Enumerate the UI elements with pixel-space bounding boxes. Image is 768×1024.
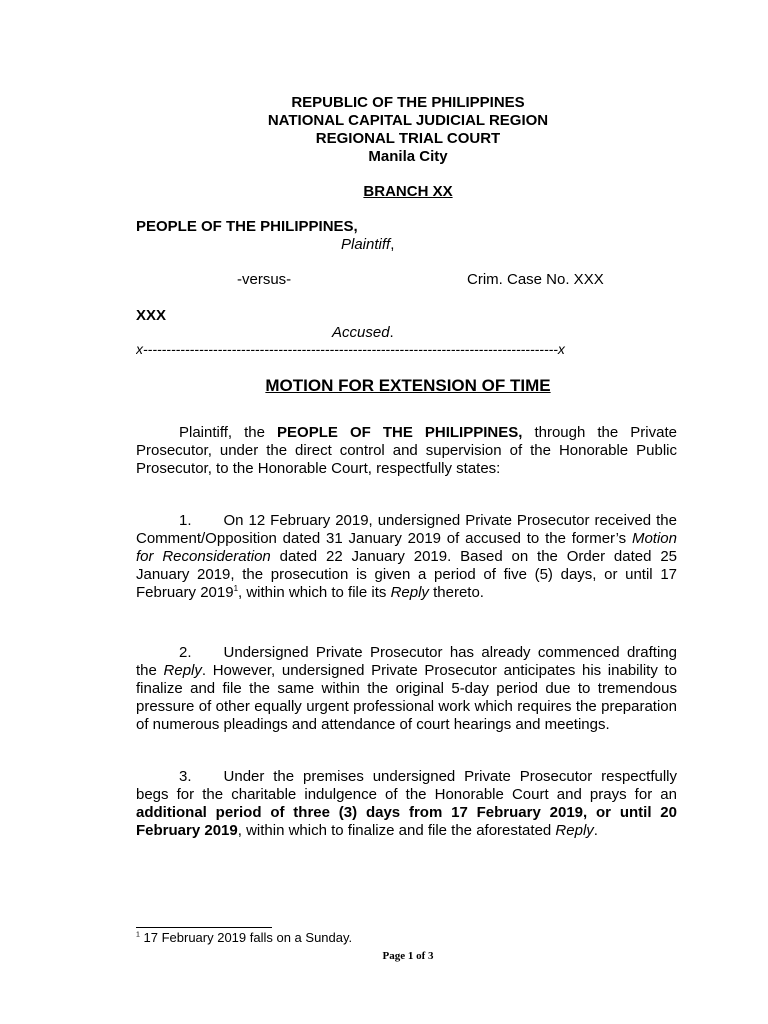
- header-city: Manila City: [368, 148, 448, 165]
- paragraph-1-number: 1.: [179, 512, 192, 529]
- versus-label: -versus-: [237, 271, 292, 288]
- caption-divider: x-----------------------------------------------------------------------------------------x: [136, 341, 565, 357]
- header-court: REGIONAL TRIAL COURT: [315, 130, 501, 147]
- document-title: MOTION FOR EXTENSION OF TIME: [265, 376, 551, 395]
- header-republic: REPUBLIC OF THE PHILIPPINES: [291, 94, 525, 111]
- plaintiff-role: Plaintiff,: [341, 236, 395, 253]
- paragraph-3: 3. Under the premises undersigned Private Prosecutor respectfully begs for the charitable indulgence of the Honorable Court and prays for an additional period of three (3) days from 17 February 2019, or until 20 February 2019, within which to finalize and file the aforestated Reply.: [136, 768, 677, 839]
- plaintiff-name: PEOPLE OF THE PHILIPPINES,: [136, 218, 358, 235]
- paragraph-3-number: 3.: [179, 768, 192, 785]
- paragraph-2: 2. Undersigned Private Prosecutor has already commenced drafting the Reply. However, undersigned Private Prosecutor anticipates his inability to finalize and file the same within the original 5-day period due to tremendous pressure of other equally urgent professional work which requires the preparation of numerous pleadings and attendance of court hearings and meetings.: [136, 644, 677, 733]
- branch-label: BRANCH XX: [363, 183, 453, 200]
- intro-paragraph: Plaintiff, the PEOPLE OF THE PHILIPPINES, through the Private Prosecutor, under the direct control and supervision of the Honorable Public Prosecutor, to the Honorable Court, respectfully states:: [136, 424, 677, 477]
- court-header: [0, 94, 768, 166]
- accused-role: Accused.: [332, 324, 394, 341]
- page-indicator: Page 1 of 3: [382, 950, 434, 962]
- paragraph-1: 1. On 12 February 2019, undersigned Private Prosecutor received the Comment/Opposition dated 31 January 2019 of accused to the former’s Motion for Reconsideration dated 22 January 2019. Based on the Order dated 25 January 2019, the prosecution is given a period of five (5) days, or until 17 February 2019$^1$, within which to file its Reply thereto.: [136, 512, 677, 601]
- footnote-separator: [136, 927, 272, 928]
- footnote-marker: 1: [136, 931, 140, 939]
- header-region: NATIONAL CAPITAL JUDICIAL REGION: [267, 112, 549, 129]
- paragraph-2-number: 2.: [179, 644, 192, 661]
- accused-name: XXX: [136, 307, 167, 324]
- footnote: $^1$ 17 February 2019 falls on a Sunday.: [136, 930, 353, 945]
- case-number: Crim. Case No. XXX: [467, 271, 604, 288]
- footnote-reference: 1: [233, 584, 239, 593]
